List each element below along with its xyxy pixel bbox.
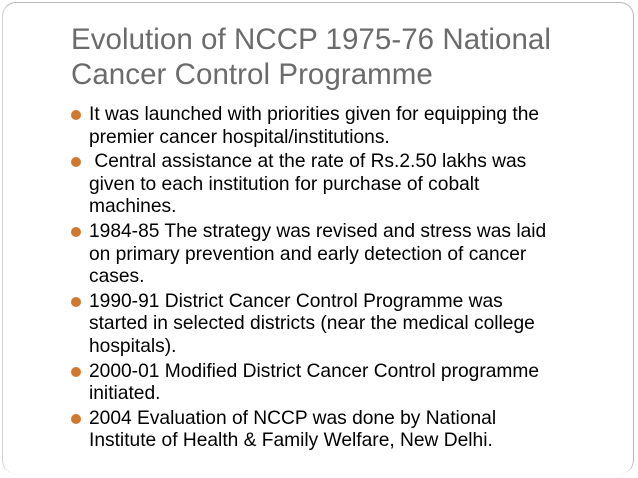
bullet-dot-icon (71, 367, 81, 377)
bullet-dot-icon (71, 297, 81, 307)
bullet-dot-icon (71, 227, 81, 237)
slide-title: Evolution of NCCP 1975-76 National Cancer Control Programme (71, 23, 551, 91)
bullet-text: 2004 Evaluation of NCCP was done by National Institute of Health & Family Welfare, New Delhi. (89, 407, 497, 452)
bullet-item (71, 408, 611, 453)
bullet-item (71, 291, 611, 359)
bullet-dot-icon (71, 414, 81, 424)
bullet-item (71, 151, 611, 219)
bullet-text: 2000-01 Modified District Cancer Control programme initiated. (89, 360, 540, 405)
bullet-text: It was launched with priorities given for equipping the premier cancer hospital/institutions. (89, 104, 540, 148)
bullet-dot-icon (71, 110, 81, 120)
bullet-list (71, 104, 611, 455)
bullet-text: Central assistance at the rate of Rs.2.50 lakhs was given to each institution for purchase of cobalt machines. (89, 151, 527, 218)
bullet-text: 1990-91 District Cancer Control Programme was started in selected districts (near the medical college hospitals). (89, 290, 535, 357)
bullet-item (71, 104, 611, 149)
bullet-dot-icon (71, 157, 81, 167)
bullet-item (71, 361, 611, 406)
bullet-text: 1984-85 The strategy was revised and stress was laid on primary prevention and early detection of cancer cases. (89, 220, 547, 288)
bullet-item (71, 221, 611, 289)
